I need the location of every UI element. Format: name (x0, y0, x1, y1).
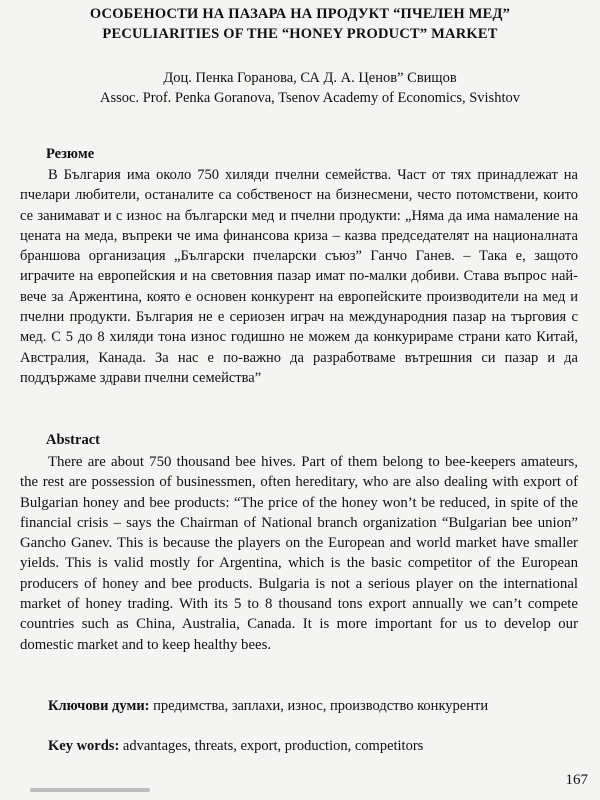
keywords-english-text: advantages, threats, export, production, competitors (122, 738, 424, 754)
keywords-english (20, 736, 578, 756)
title-english: PECULIARITIES OF THE “HONEY PRODUCT” MARKET (102, 26, 498, 42)
paper-title (20, 4, 580, 44)
keywords-english-label: Key words: (48, 738, 120, 754)
summary-heading: Резюме (46, 146, 95, 162)
scan-artifact-line (30, 788, 150, 792)
keywords-bulgarian (20, 696, 578, 716)
page-number: 167 (565, 772, 588, 788)
author-english: Assoc. Prof. Penka Goranova, Tsenov Academy of Economics, Svishtov (100, 90, 520, 106)
summary-text: В България има около 750 хиляди пчелни семейства. Част от тях принадлежат на пчелари любители, останалите са собственост на бизнесмени, често потомствени, които се занимават и с износ на български мед и пчелни продукти: „Няма да има намаление на цената на меда, въпреки че има финансова криза – казва председателят на националната браншова организация „Български пчеларски съюз” Ганчо Ганев. – Така е, защото играчите на европейския и на световния пазар имат по-малки добиви. Става въпрос най-вече за Аржентина, която е основен конкурент на европейските производители на мед и пчелни продукти. България не е сериозен играч на международния пазар на търговия с мед. С 5 до 8 хиляди тона износ годишно не можем да конкурираме страни като Китай, Австралия, Канада. За нас е по-важно да разработваме вътрешния си пазар и да поддържаме здрави пчелни семейства” (20, 167, 578, 386)
abstract-text: There are about 750 thousand bee hives. Part of them belong to bee-keepers amateurs, the rest are possession of businessmen, often hereditary, who are also dealing with export of Bulgarian honey and bee products: “The price of the honey won’t be reduced, in spite of the financial crisis – says the Chairman of National branch organization “Bulgarian bee union” Gancho Ganev. This is because the players on the European and world market have smaller yields. This is valid mostly for Argentina, which is the basic competitor of the European producers of honey and bee products. Bulgaria is not a serious player on the international market of honey trading. With its 5 to 8 thousand tons export annually we can’t compete countries such as China, Australia, Canada. It is more important for us to develop our domestic market and to keep healthy bees. (20, 454, 578, 653)
abstract-heading: Abstract (46, 432, 100, 448)
author-block (60, 68, 560, 108)
author-bulgarian: Доц. Пенка Горанова, СА Д. А. Ценов” Свищов (163, 70, 457, 86)
keywords-bulgarian-text: предимства, заплахи, износ, производство конкуренти (153, 698, 489, 714)
title-bulgarian: ОСОБЕНОСТИ НА ПАЗАРА НА ПРОДУКТ “ПЧЕЛЕН МЕД” (89, 6, 511, 22)
keywords-bulgarian-label: Ключови думи: (48, 698, 150, 714)
